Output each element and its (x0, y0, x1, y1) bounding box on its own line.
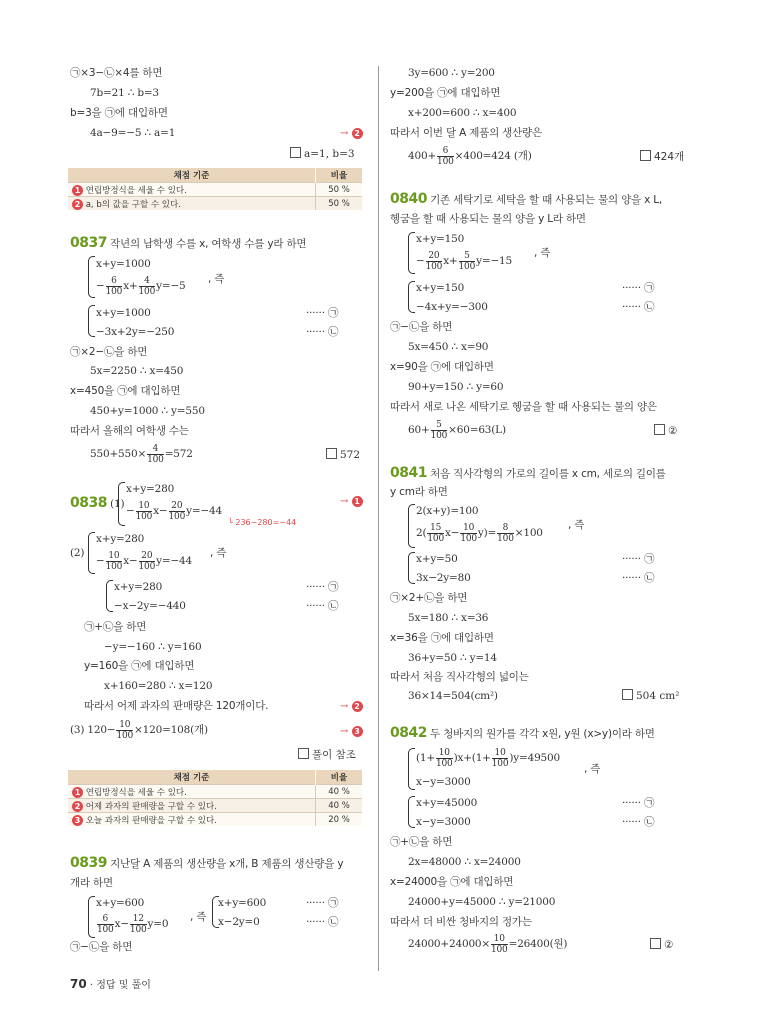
math-line: −x−2y=−440 (114, 600, 186, 612)
problem-0841: 0841 처음 직사각형의 가로의 길이를 x cm, 세로의 길이를 (390, 465, 666, 481)
brace (88, 532, 95, 574)
answer-icon (650, 938, 661, 949)
text-line: x=24000을 ㉠에 대입하면 (390, 876, 514, 888)
math-line: x+y=280 (114, 581, 163, 593)
brace (88, 896, 95, 938)
label: (2) (70, 547, 85, 559)
text-line: ㉠−㉡을 하면 (70, 941, 133, 953)
math-line: 550+550× $\frac{4}{100}$ =572 (90, 443, 193, 465)
tag: ······ ㉡ (306, 600, 339, 612)
tag: ······ ㉡ (306, 916, 339, 928)
brace (88, 256, 95, 298)
text-line: 따라서 처음 직사각형의 넓이는 (390, 671, 529, 683)
footer-title: 정답 및 풀이 (96, 980, 151, 991)
tag: ······ ㉠ (622, 797, 655, 809)
tag: ······ ㉠ (622, 282, 655, 294)
text-line: ㉠+㉡을 하면 (84, 621, 147, 633)
answer: ② (654, 424, 677, 438)
scoring-table (68, 168, 362, 210)
math-line: 60+ $\frac{5}{100}$ ×60=63(L) (408, 419, 506, 441)
math-line: 5x=450 ∴ x=90 (408, 341, 489, 353)
brace (408, 796, 415, 828)
text-line: 따라서 올해의 여학생 수는 (70, 425, 189, 437)
math-line: − $\frac{10}{100}$ x− $\frac{20}{100}$ y=−44 (126, 500, 223, 522)
answer: 504 cm² (622, 689, 679, 703)
text-line: , 즉 (210, 547, 227, 559)
tag: ······ ㉡ (622, 572, 655, 584)
table-row: 1 연립방정식을 세울 수 있다. 40 % (68, 785, 362, 799)
math-line: 4a−9=−5 ∴ a=1 (90, 127, 176, 139)
math-line: x+y=1000 (96, 258, 151, 270)
brace (118, 482, 125, 526)
text-line: 헹굼을 할 때 사용되는 물의 양을 y L라 하면 (390, 213, 586, 225)
text-line: ㉠×2+㉡을 하면 (390, 592, 468, 604)
answer: 572 (326, 448, 360, 462)
text-line: ㉠−㉡을 하면 (390, 321, 453, 333)
math-line: − $\frac{6}{100}$ x+ $\frac{4}{100}$ y=−5 (96, 275, 186, 297)
table-row: 3 오늘 과자의 판매량을 구할 수 있다. 20 % (68, 813, 362, 827)
math-line: x−y=3000 (416, 816, 471, 828)
score-mark: → 1 (340, 494, 363, 509)
math-line: 2(x+y)=100 (416, 505, 479, 517)
table-header: 비율 (316, 168, 363, 183)
table-header: 채점 기준 (68, 168, 316, 183)
tag: ······ ㉠ (306, 581, 339, 593)
answer: ② (650, 938, 673, 952)
answer: a=1, b=3 (290, 147, 355, 161)
problem-0837: 0837 작년의 남학생 수를 x, 여학생 수를 y라 하면 (70, 235, 307, 251)
brace (88, 305, 95, 337)
text-line: x=36을 ㉠에 대입하면 (390, 632, 494, 644)
math-line: 400+ $\frac{6}{100}$ ×400=424 (개) (408, 145, 532, 167)
table-header: 비율 (316, 770, 363, 785)
math-line: 2x=48000 ∴ x=24000 (408, 856, 521, 868)
math-line: − $\frac{20}{100}$ x+ $\frac{5}{100}$ y=−15 (416, 250, 513, 272)
text-line: 따라서 이번 달 A 제품의 생산량은 (390, 127, 542, 139)
tag: ······ ㉠ (306, 897, 339, 909)
math-line: x+y=600 (218, 897, 267, 909)
problem-0839: 0839 지난달 A 제품의 생산량을 x개, B 제품의 생산량을 y (70, 855, 344, 871)
score-mark: → 2 (340, 699, 363, 714)
text-line: y cm라 하면 (390, 486, 448, 498)
text-line: ㉠×3−㉡×4를 하면 (70, 67, 163, 79)
problem-0838: 0838 (1) (70, 495, 125, 511)
text-line: x=90을 ㉠에 대입하면 (390, 361, 494, 373)
math-line: x+y=600 (96, 897, 145, 909)
text-line: 따라서 어제 과자의 판매량은 120개이다. (84, 700, 269, 712)
math-line: 36+y=50 ∴ y=14 (408, 652, 497, 664)
math-line: $\frac{6}{100}$ x− $\frac{12}{100}$ y=0 (97, 913, 169, 935)
answer: 풀이 참조 (298, 748, 356, 762)
math-line: x+y=1000 (96, 307, 151, 319)
math-line: −4x+y=−300 (416, 301, 488, 313)
math-line: 450+y=1000 ∴ y=550 (90, 405, 205, 417)
tag: ······ ㉠ (306, 307, 339, 319)
answer-icon (298, 748, 309, 759)
math-line: 24000+y=45000 ∴ y=21000 (408, 896, 556, 908)
column-divider (378, 66, 379, 971)
math-line: 7b=21 ∴ b=3 (90, 87, 159, 99)
answer-icon (654, 424, 665, 435)
score-mark: → 2 (340, 126, 363, 141)
text-line: ㉠+㉡을 하면 (390, 836, 453, 848)
math-line: −3x+2y=−250 (96, 326, 175, 338)
brace (408, 281, 415, 313)
text-line: , 즉 (190, 911, 207, 923)
text-line: 따라서 새로 나온 세탁기로 헹굼을 할 때 사용되는 물의 양은 (390, 401, 657, 413)
text-line: 개라 하면 (70, 877, 113, 889)
note: └ 236−280=−44 (228, 518, 297, 527)
math-line: x−2y=0 (218, 916, 260, 928)
brace (408, 748, 415, 790)
problem-0842: 0842 두 청바지의 원가를 각각 x원, y원 (x>y)이라 하면 (390, 725, 655, 741)
answer-icon (326, 448, 337, 459)
math-line: x+y=45000 (416, 797, 478, 809)
text-line: b=3을 ㉠에 대입하면 (70, 107, 168, 119)
scoring-table (68, 770, 362, 826)
table-row: 2 어제 과자의 판매량을 구할 수 있다. 40 % (68, 799, 362, 813)
math-line: x+y=150 (416, 233, 465, 245)
answer-icon (640, 150, 651, 161)
text-line: 따라서 더 비싼 청바지의 정가는 (390, 916, 532, 928)
text-line: , 즉 (584, 763, 601, 775)
footer-separator: · (89, 980, 94, 991)
math-line: −y=−160 ∴ y=160 (104, 641, 202, 653)
text-line: y=160을 ㉠에 대입하면 (84, 660, 195, 672)
math-line: 3x−2y=80 (416, 572, 471, 584)
math-line: x+y=280 (96, 533, 145, 545)
math-line: − $\frac{10}{100}$ x− $\frac{20}{100}$ y=−44 (96, 550, 193, 572)
brace (408, 552, 415, 584)
table-header: 채점 기준 (68, 770, 316, 785)
score-mark: → 3 (340, 724, 363, 739)
math-line: x+y=50 (416, 553, 458, 565)
table-row: 1 연립방정식을 세울 수 있다. 50 % (68, 183, 362, 197)
page-footer (70, 976, 151, 991)
text-line: x=450을 ㉠에 대입하면 (70, 385, 181, 397)
table-row: 2 a, b의 값을 구할 수 있다. 50 % (68, 197, 362, 211)
answer-icon (622, 689, 633, 700)
text-line: y=200을 ㉠에 대입하면 (390, 87, 501, 99)
math-line: 90+y=150 ∴ y=60 (408, 381, 504, 393)
problem-0840: 0840 기존 세탁기로 세탁을 할 때 사용되는 물의 양을 x L, (390, 191, 663, 207)
tag: ······ ㉡ (622, 301, 655, 313)
math-line: x+160=280 ∴ x=120 (104, 680, 213, 692)
tag: ······ ㉡ (622, 816, 655, 828)
math-line: x+200=600 ∴ x=400 (408, 107, 517, 119)
tag: ······ ㉡ (306, 326, 339, 338)
math-line: x+y=280 (126, 483, 175, 495)
brace (106, 580, 113, 612)
text-line: ㉠×2−㉡을 하면 (70, 346, 148, 358)
answer-icon (290, 147, 301, 158)
math-line: 5x=2250 ∴ x=450 (90, 365, 184, 377)
math-line: 2( $\frac{15}{100}$ x− $\frac{10}{100}$ y)= $\frac{8}{100}$ ×100 (416, 522, 543, 544)
answer: 424개 (640, 150, 684, 164)
math-line: 36×14=504(cm²) (408, 690, 498, 702)
math-line: 24000+24000× $\frac{10}{100}$ =26400(원) (408, 933, 568, 955)
math-line: x−y=3000 (416, 776, 471, 788)
math-line: 3y=600 ∴ y=200 (408, 67, 495, 79)
math-line: x+y=150 (416, 282, 465, 294)
tag: ······ ㉠ (622, 553, 655, 565)
math-line: (3) 120− $\frac{10}{100}$ ×120=108(개) (70, 719, 208, 741)
text-line: , 즉 (568, 519, 585, 531)
text-line: , 즉 (534, 247, 551, 259)
brace (408, 504, 415, 548)
page-number: 70 (70, 977, 87, 991)
math-line: 5x=180 ∴ x=36 (408, 612, 489, 624)
text-line: , 즉 (208, 273, 225, 285)
brace (408, 232, 415, 274)
math-line: (1+ $\frac{10}{100}$ )x+(1+ $\frac{10}{100}$ )y=49500 (416, 747, 561, 769)
